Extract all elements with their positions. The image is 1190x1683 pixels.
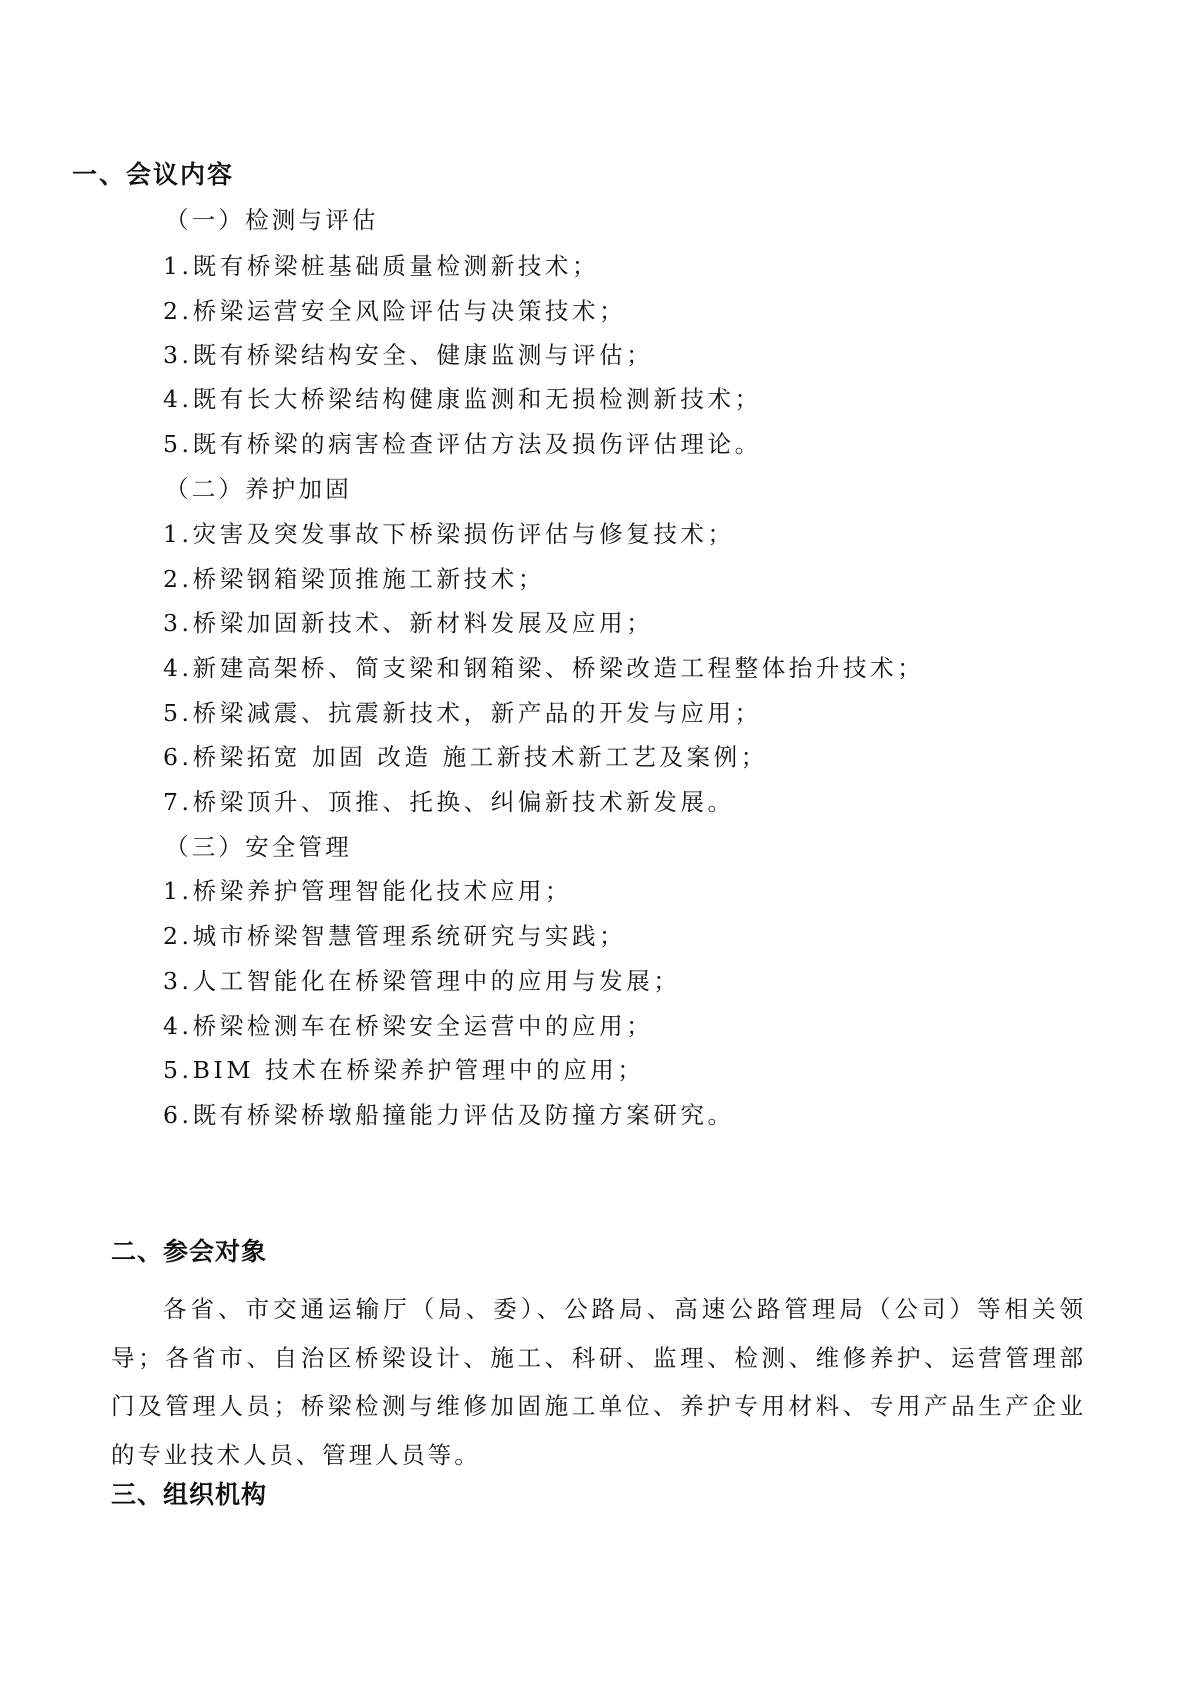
list-item: 5.桥梁减震、抗震新技术，新产品的开发与应用；	[163, 699, 762, 727]
list-item: 3.桥梁加固新技术、新材料发展及应用；	[163, 609, 654, 637]
list-item: 5.BIM 技术在桥梁养护管理中的应用；	[163, 1056, 645, 1084]
list-item: 2.桥梁钢箱梁顶推施工新技术；	[163, 565, 545, 593]
subsection-title-safety-management: （三）安全管理	[165, 833, 352, 861]
list-item: 4.既有长大桥梁结构健康监测和无损检测新技术；	[163, 385, 762, 413]
list-item: 5.既有桥梁的病害检查评估方法及损伤评估理论。	[163, 430, 762, 458]
section-heading-organization: 三、组织机构	[111, 1480, 268, 1509]
list-item: 1.桥梁养护管理智能化技术应用；	[163, 877, 573, 905]
subsection-title-inspection: （一）检测与评估	[165, 206, 379, 234]
section-heading-participants: 二、参会对象	[111, 1237, 268, 1266]
list-item: 2.城市桥梁智慧管理系统研究与实践；	[163, 922, 627, 950]
list-item: 1.既有桥梁桩基础质量检测新技术；	[163, 252, 600, 280]
section-heading-meeting-content: 一、会议内容	[72, 160, 235, 189]
list-item: 3.人工智能化在桥梁管理中的应用与发展；	[163, 967, 681, 995]
list-item: 6.桥梁拓宽 加固 改造 施工新技术新工艺及案例；	[163, 743, 768, 771]
list-item: 1.灾害及突发事故下桥梁损伤评估与修复技术；	[163, 520, 735, 548]
list-item: 6.既有桥梁桥墩船撞能力评估及防撞方案研究。	[163, 1101, 735, 1129]
list-item: 4.新建高架桥、简支梁和钢箱梁、桥梁改造工程整体抬升技术；	[163, 654, 925, 682]
list-item: 4.桥梁检测车在桥梁安全运营中的应用；	[163, 1012, 654, 1040]
list-item: 7.桥梁顶升、顶推、托换、纠偏新技术新发展。	[163, 788, 735, 816]
list-item: 2.桥梁运营安全风险评估与决策技术；	[163, 297, 627, 325]
list-item: 3.既有桥梁结构安全、健康监测与评估；	[163, 341, 654, 369]
subsection-title-maintenance: （二）养护加固	[165, 475, 352, 503]
participants-paragraph: 各省、市交通运输厅（局、委）、公路局、高速公路管理局（公司）等相关领导；各省市、自治区桥梁设计、施工、科研、监理、检测、维修养护、运营管理部门及管理人员；桥梁检测与维修加固施工单位、养护专用材料、专用产品生产企业的专业技术人员、管理人员等。	[111, 1295, 1086, 1469]
